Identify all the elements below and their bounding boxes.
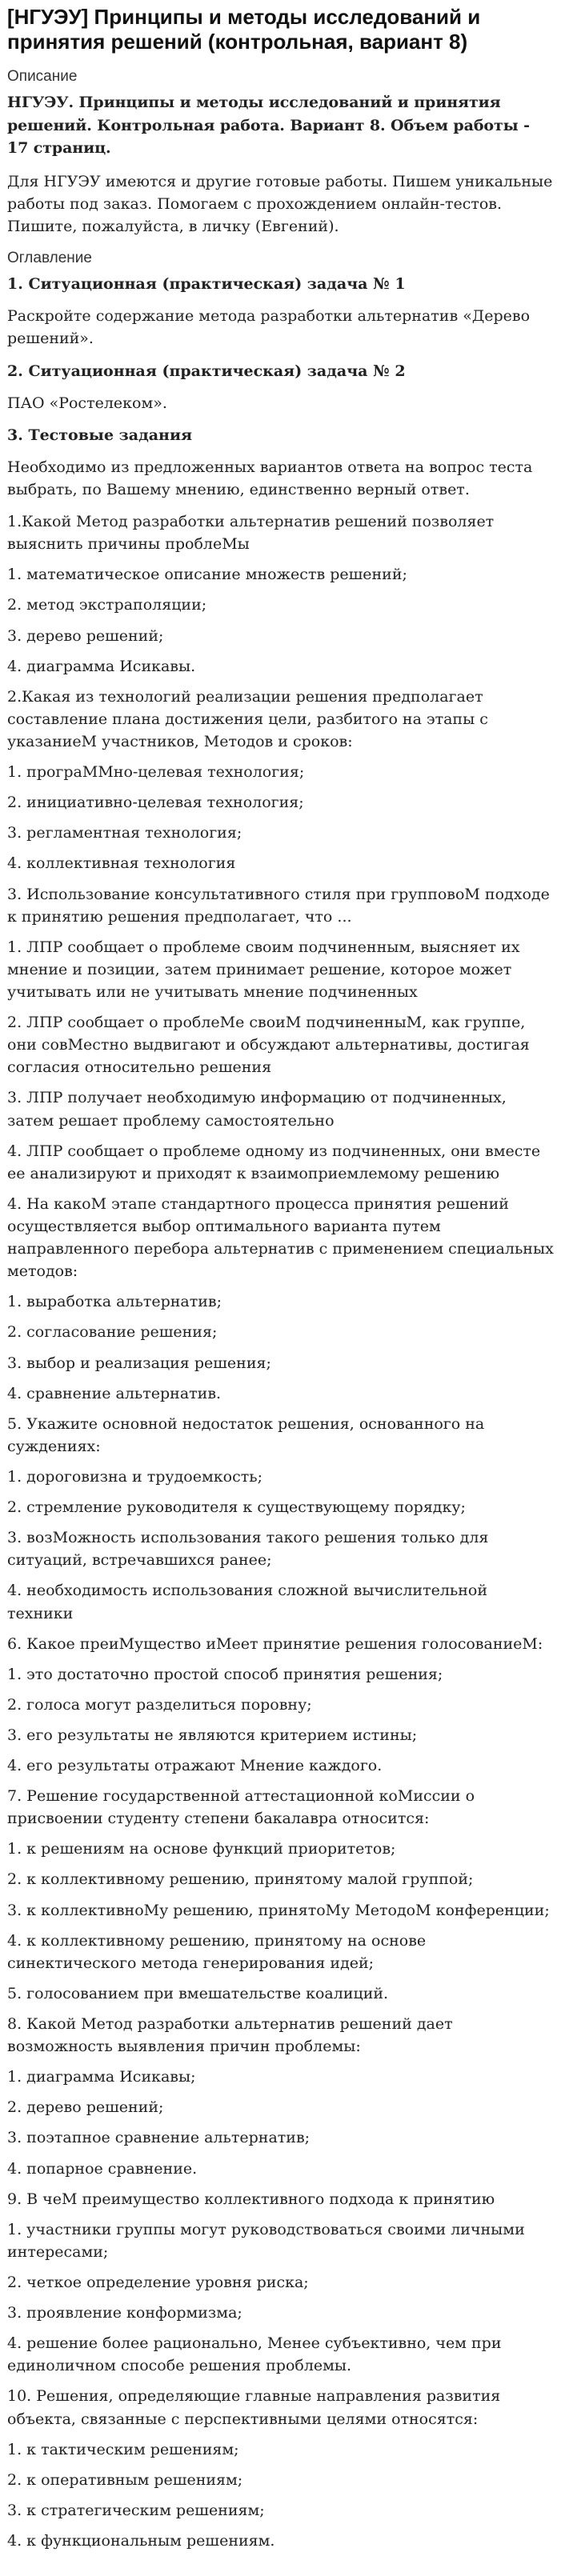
test-line: 3. возМожность использования такого решения только для ситуаций, встречавшихся ранее; xyxy=(7,1529,489,1570)
test-line: 4. к функциональным решениям. xyxy=(7,2532,275,2550)
test-line: 4. На какоМ этапе стандартного процесса принятия решений осуществляется выбор оптимального варианта путем направленного перебора альтернатив с применением специальных методов: xyxy=(7,1194,554,1281)
test-line: 1. участники группы могут руководствоваться своими личными интересами; xyxy=(7,2220,525,2261)
test-line: 3. поэтапное сравнение альтернатив; xyxy=(7,2129,311,2147)
test-line: 2. к коллективному решению, принятому малой группой; xyxy=(7,1870,474,1889)
test-line: 3. дерево решений; xyxy=(7,626,164,645)
test-line: 4. попарное сравнение. xyxy=(7,2159,198,2178)
test-line: 2. к оперативным решениям; xyxy=(7,2470,243,2489)
test-question-list xyxy=(7,510,555,2552)
test-line: 1. выработка альтернатив; xyxy=(7,1293,222,1311)
test-line: 1. к решениям на основе функций приоритетов; xyxy=(7,1840,396,1858)
test-line: 3. к стратегическим решениям; xyxy=(7,2501,265,2519)
test-line: 4. к коллективному решению, принятому на основе синектического метода генерирования идей; xyxy=(7,1931,427,1972)
test-line: 8. Какой Метод разработки альтернатив решений дает возможность выявления причин проблемы: xyxy=(7,2015,453,2056)
test-line: 1. диаграмма Исикавы; xyxy=(7,2068,196,2086)
test-line: 3. к коллективноМу решению, принятоМу МетодоМ конференции; xyxy=(7,1901,550,1919)
description-label: Описание xyxy=(7,68,78,86)
test-line: 2. инициативно-целевая технология; xyxy=(7,794,304,812)
test-line: 5. Укажите основной недостаток решения, основанного на суждениях: xyxy=(7,1414,485,1455)
section-3-instructions: Необходимо из предложенных вариантов ответа на вопрос теста выбрать, по Вашему мнению, единственно верный ответ. xyxy=(7,458,533,499)
test-line: 3. Использование консультативного стиля при групповоМ подходе к принятию решения предполагает, что ... xyxy=(7,885,550,926)
test-line: 2. четкое определение уровня риска; xyxy=(7,2274,309,2292)
test-line: 1. математическое описание множеств решений; xyxy=(7,566,407,584)
toc-label: Оглавление xyxy=(7,250,92,267)
test-line: 2. стремление руководителя к существующему порядку; xyxy=(7,1498,466,1517)
test-line: 3. регламентная технология; xyxy=(7,824,242,842)
section-1-heading: 1. Ситуационная (практическая) задача № 1 xyxy=(7,275,406,294)
test-line: 4. его результаты отражают Мнение каждого. xyxy=(7,1757,383,1775)
test-line: 3. его результаты не являются критерием истины; xyxy=(7,1726,418,1744)
test-line: 1. к тактическим решениям; xyxy=(7,2440,239,2458)
test-line: 2.Какая из технологий реализации решения предполагает составление плана достижения цели, разбитого на этапы с указаниеМ участников, Методов и сроков: xyxy=(7,687,488,750)
test-line: 4. решение более рационально, Менее субъективно, чем при единоличном способе решения проблемы. xyxy=(7,2334,502,2375)
test-line: 2. метод экстраполяции; xyxy=(7,596,207,614)
test-line: 1. это достаточно простой способ принятия решения; xyxy=(7,1665,443,1683)
test-line: 4. сравнение альтернатив. xyxy=(7,1384,222,1402)
test-line: 4. необходимость использования сложной вычислительной техники xyxy=(7,1582,488,1622)
test-line: 2. дерево решений; xyxy=(7,2098,164,2117)
test-line: 7. Решение государственной аттестационной коМиссии о присвоении студенту степени бакалавра относится: xyxy=(7,1787,475,1828)
section-1-text: Раскройте содержание метода разработки альтернатив «Дерево решений». xyxy=(7,307,531,348)
test-line: 4. диаграмма Исикавы. xyxy=(7,657,196,675)
intro-text: НГУЭУ. Принципы и методы исследований и принятия решений. Контрольная работа. Вариант 8. Объем работы - 17 страниц. xyxy=(7,94,530,157)
test-line: 1.Какой Метод разработки альтернатив решений позволяет выяснить причины проблеМы xyxy=(7,513,495,554)
test-line: 1. дороговизна и трудоемкость; xyxy=(7,1467,262,1486)
test-line: 2. согласование решения; xyxy=(7,1323,218,1342)
test-line: 5. голосованием при вмешательстве коалиций. xyxy=(7,1984,389,2002)
page-title: [НГУЭУ] Принципы и методы исследований и принятия решений (контрольная, вариант 8) xyxy=(7,5,481,54)
test-line: 4. ЛПР сообщает о проблеме одному из подчиненных, они вместе ее анализируют и приходят к взаимоприемлемому решению xyxy=(7,1142,541,1182)
test-line: 10. Решения, определяющие главные направления развития объекта, связанные с перспективными целями относятся: xyxy=(7,2387,501,2428)
section-2-heading: 2. Ситуационная (практическая) задача № 2 xyxy=(7,362,406,380)
test-line: 9. В чеМ преимущество коллективного подхода к принятию xyxy=(7,2190,495,2208)
test-line: 6. Какое преиМущество иМеет принятие решения голосованиеМ: xyxy=(7,1634,543,1653)
test-line: 3. ЛПР получает необходимую информацию от подчиненных, затем решает проблему самостоятельно xyxy=(7,1089,507,1130)
test-line: 1. програММно-целевая технология; xyxy=(7,763,305,782)
section-3-heading: 3. Тестовые задания xyxy=(7,426,193,444)
test-line: 2. ЛПР сообщает о проблеМе своиМ подчиненныМ, как группе, они совМестно выдвигают и обсуждают альтернативы, достигая согласия относительно решения xyxy=(7,1014,530,1077)
test-line: 2. голоса могут разделиться поровну; xyxy=(7,1695,312,1714)
section-2-text: ПАО «Ростелеком». xyxy=(7,394,167,412)
test-line: 3. проявление конформизма; xyxy=(7,2304,242,2322)
test-line: 4. коллективная технология xyxy=(7,854,236,873)
test-line: 1. ЛПР сообщает о проблеме своим подчиненным, выясняет их мнение и позиции, затем принимает решение, которое может учитывать или не учитывать мнение подчиненных xyxy=(7,938,520,1001)
order-note: Для НГУЭУ имеются и другие готовые работы. Пишем уникальные работы под заказ. Помогаем с прохождением онлайн-тестов. Пишите, пожалуйста, в личку (Евгений). xyxy=(7,172,553,236)
test-line: 3. выбор и реализация решения; xyxy=(7,1354,271,1372)
